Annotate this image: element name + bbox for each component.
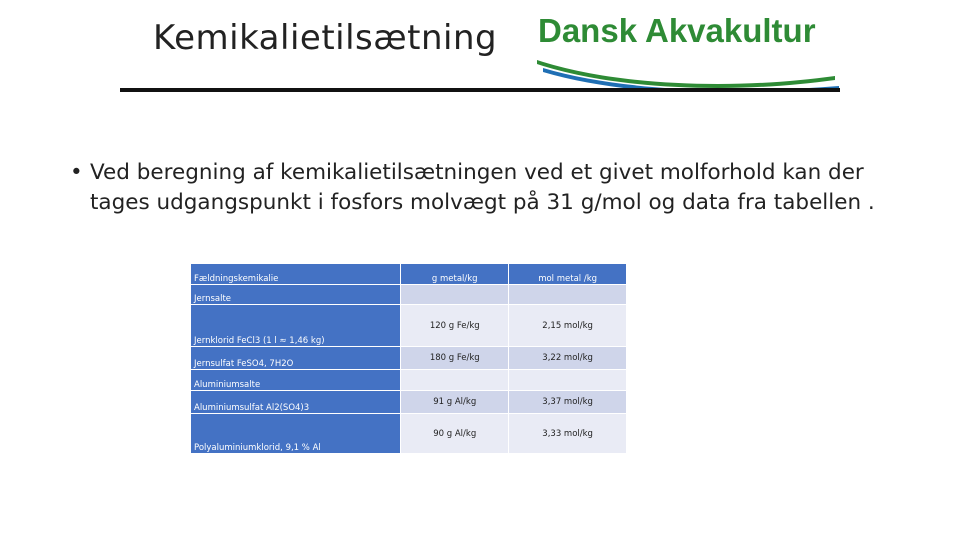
table-row: [191, 347, 627, 370]
table-header-row: [191, 264, 627, 285]
row-g: 90 g Al/kg: [401, 414, 509, 454]
row-mol: 3,33 mol/kg: [509, 414, 627, 454]
logo-wordmark: Dansk Akvakultur: [538, 12, 816, 49]
row-name: Aluminiumsalte: [191, 370, 401, 391]
row-mol: [509, 285, 627, 305]
row-mol: [509, 370, 627, 391]
bullet-item: [70, 158, 880, 218]
row-g: [401, 370, 509, 391]
table-row: [191, 414, 627, 454]
row-name: Jernsalte: [191, 285, 401, 305]
header-mol-metal: mol metal /kg: [509, 264, 627, 285]
row-g: 91 g Al/kg: [401, 391, 509, 414]
table-row: [191, 305, 627, 347]
chemicals-table: [190, 263, 627, 454]
table-row: [191, 370, 627, 391]
row-name: Polyaluminiumklorid, 9,1 % Al: [191, 414, 401, 454]
row-name: Jernsulfat FeSO4, 7H2O: [191, 347, 401, 370]
header-chemical: Fældningskemikalie: [191, 264, 401, 285]
bullet-symbol: •: [70, 160, 83, 185]
row-name: Aluminiumsulfat Al2(SO4)3: [191, 391, 401, 414]
row-mol: 3,37 mol/kg: [509, 391, 627, 414]
dansk-akvakultur-logo: [535, 8, 845, 90]
table-row: [191, 391, 627, 414]
bullet-text: Ved beregning af kemikalietilsætningen ved et givet molforhold kan der tages udgangspunkt i fosfors molvægt på 31 g/mol og data fra tabellen .: [90, 160, 875, 215]
table-row: [191, 285, 627, 305]
row-mol: 2,15 mol/kg: [509, 305, 627, 347]
row-g: 120 g Fe/kg: [401, 305, 509, 347]
row-name: Jernklorid FeCl3 (1 l ≈ 1,46 kg): [191, 305, 401, 347]
title-divider: [120, 88, 840, 92]
row-g: [401, 285, 509, 305]
slide-title: Kemikalietilsætning: [153, 18, 498, 58]
row-g: 180 g Fe/kg: [401, 347, 509, 370]
header-g-metal: g metal/kg: [401, 264, 509, 285]
logo-wave-icon: [535, 46, 845, 90]
row-mol: 3,22 mol/kg: [509, 347, 627, 370]
